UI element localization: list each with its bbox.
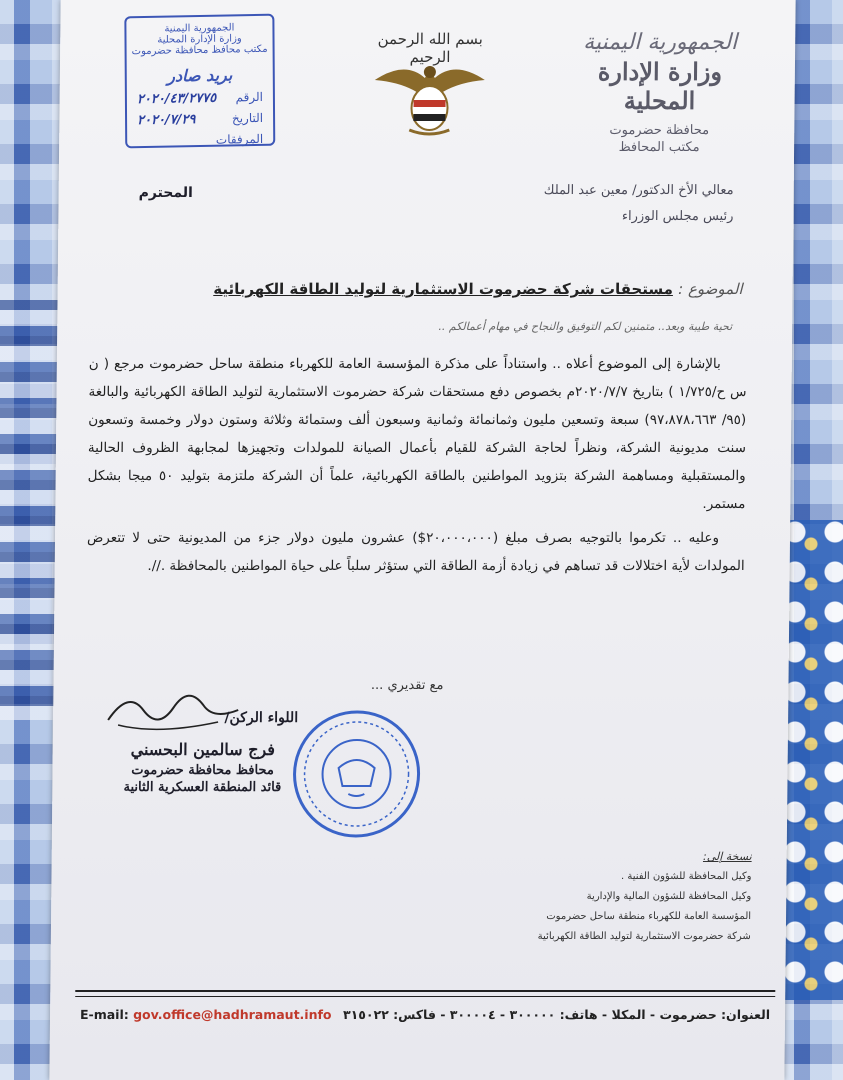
signatory-name: فرج سالمين البحسني (130, 740, 276, 759)
footer-divider (75, 990, 775, 992)
body-paragraph-1: بالإشارة إلى الموضوع أعلاه .. واستناداً على مذكرة المؤسسة العامة للكهرباء منطقة ساحل حضرموت مرجع ( ن س ح/١/٧٢٥ ) بتاريخ ٢٠٢٠/٧/٧م بخصوص دفع مستحقات شركة حضرموت الاستثمارية لتوليد الطاقة الكهربائية والبالغة (٩٥/ ٩٧،٨٧٨،٦٦٣) سبعة وتسعين مليون وثمانمائة وثمانية وسبعون ألف وستمائة وثلاثة وستون دولار وخمسة وتسعون سنت مديونية الشركة، ونظراً لحاجة الشركة للقيام بأعمال الصيانة للمولدات وتجهيزها لمجابهة الظروف الحالية والمستقبلية ومساهمة الشركة بتزويد المواطنين بالطاقة الكهربائية، علماً أن الشركة ملتزمة بتوليد ٥٠ ميجا بشكل مستمر. (87, 356, 747, 512)
body-paragraph-2: وعليه .. تكرموا بالتوجيه بصرف مبلغ (٢٠،٠٠٠،٠٠٠$) عشرون مليون دولار جزء من المديونية حتى لا تتعرض المولدات لأية اختلالات قد تساهم في زيادة أزمة الطاقة التي ستؤثر سلباً على حياة المواطنين بالمحافظة .//. (86, 530, 745, 574)
bismillah-calligraphy: بسم الله الرحمن الرحيم (377, 30, 483, 66)
republic-title: الجمهورية اليمنية (583, 30, 738, 55)
stamp-attachments-row (127, 132, 273, 149)
copies-list (538, 850, 752, 951)
subject-text: مستحقات شركة حضرموت الاستثمارية لتوليد الطاقة الكهربائية (213, 280, 674, 298)
stamp-date-value: ٢٠٢٠/٧/٢٩ (137, 112, 196, 129)
stamp-number-row (127, 90, 273, 108)
recipient-name: معالي الأخ الدكتور/ معين عبد الملك (543, 183, 734, 198)
ministry-title: وزارة الإدارة المحلية (597, 57, 723, 115)
footer-divider-thin (75, 996, 775, 997)
stamp-date-row (127, 111, 273, 129)
stamp-line-1: الجمهورية اليمنية (164, 22, 235, 35)
stamp-label: بريد صادر (167, 65, 233, 86)
footer-address: العنوان: حضرموت - المكلا - هاتف: ٣٠٠٠٠٠ - ٣٠٠٠٠٤ - فاكس: ٣١٥٠٢٢ (342, 1007, 771, 1022)
stamp-line-3: مكتب محافظ محافظة حضرموت (131, 43, 268, 58)
footer-email-address[interactable]: gov.office@hadhramaut.info (133, 1007, 332, 1022)
subject-label: الموضوع : (678, 280, 743, 298)
stamp-number-label: الرقم (235, 89, 263, 105)
subject-line (98, 280, 743, 298)
copies-item: شركة حضرموت الاستثمارية لتوليد الطاقة الكهربائية (537, 931, 751, 942)
governorate-title: محافظة حضرموت (609, 123, 710, 138)
stamp-attachments-label: المرفقات (215, 131, 264, 147)
office-title: مكتب المحافظ (618, 140, 700, 155)
letter-footer (80, 1007, 770, 1031)
greeting-line: تحية طيبة وبعد.. متمنين لكم التوفيق والنجاح في مهام أعمالكم .. (438, 320, 733, 333)
letter-document (49, 0, 795, 1080)
copies-item: وكيل المحافظة للشؤون المالية والإدارية (586, 891, 752, 902)
stamp-date-label: التاريخ (231, 110, 264, 126)
recipient-title: رئيس مجلس الوزراء (621, 209, 734, 224)
ministry-header (564, 30, 755, 155)
copies-item: وكيل المحافظة للشؤون الفنية . (620, 871, 752, 882)
tablecloth-pattern-right (783, 520, 843, 1000)
copies-title: نسخة إلى: (702, 850, 752, 863)
signatory-title-2: قائد المنطقة العسكرية الثانية (123, 780, 282, 795)
letter-body (87, 350, 747, 586)
copies-item: المؤسسة العامة للكهرباء منطقة ساحل حضرموت (546, 911, 752, 922)
footer-email-label: E-mail: (79, 1007, 129, 1022)
closing-regards: مع تقديري ... (370, 678, 444, 693)
recipient-block (543, 178, 733, 230)
official-round-seal (290, 708, 423, 840)
salutation-honorific: المحترم (138, 185, 193, 201)
national-emblem (364, 30, 495, 140)
stamp-number-value: ٢٠٢٠/٤٣/٢٧٧٥ (136, 90, 217, 108)
signature-block (107, 710, 298, 795)
outgoing-mail-stamp (124, 14, 275, 149)
signatory-title-1: محافظ محافظة حضرموت (131, 763, 274, 778)
signatory-rank: اللواء الركن/ (224, 710, 299, 726)
footer-email (80, 1007, 332, 1022)
stamp-line-2: وزارة الإدارة المحلية (157, 33, 242, 46)
